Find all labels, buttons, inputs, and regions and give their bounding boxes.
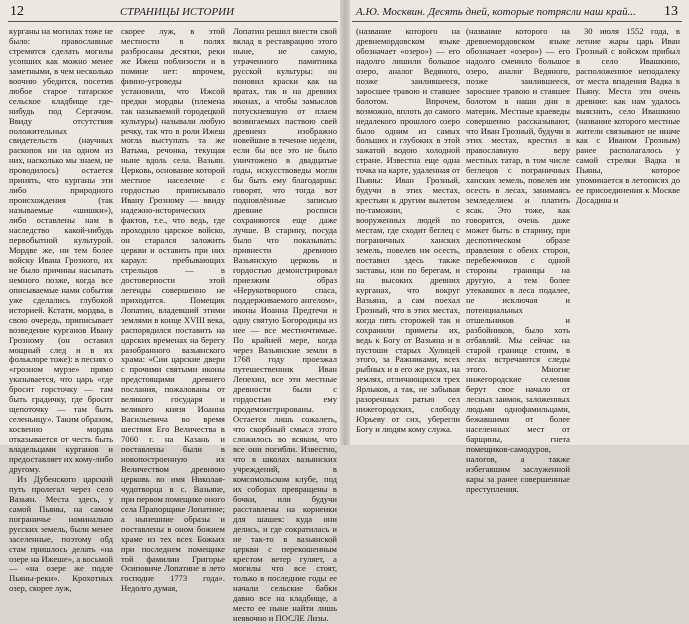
left-running-title: СТРАНИЦЫ ИСТОРИИ (120, 6, 235, 18)
text-paragraph: (название которого на древнемордовском языке обозначает «озеро») — его надолго сменило большое озеро, аналог Ведяного, позже заилившееся, заросшее травою и ставшее болотом в наши дни в материк. Местные краеведы совершенно рассказывают, что Иван Грозный, будучи в этих местах, крестил в православную веру местных татар, в том числе беглецов с пограничных ханских земель, повелев им осесть в лесах, занимаясь земледелием и платить ясак. Это тоже, как говорится, очень даже может быть: в старину, при деспотическом образе правления с обеих сторон, перебежчиков с одной стороны границы на другую, а тем более утекавших в леса подалее, не исключая и потенциальных отшельников и разбойников, было хоть отбавляй. Мы сейчас на старой границе стоим, в лесах встречаются следы этого. Многие нижегородские селения берут свое начало от лесных заимок, заложенных людьми однофамильцами, бежавшими от более населенных мест от барщины, гнета помещиков-самодуров, налогов, а также избегавшим заслуженной кары за ранее совершенные преступления. (466, 26, 570, 494)
right-column-3 (576, 27, 680, 441)
text-paragraph: (название которого на древнемордовском языке обозначает «озеро») — его надолго лишили большое озеро, аналог Ведяного, позже заилившееся, заросшее травою и ставшее болотом. Впрочем, возможно, вплоть до самого недалекого прошлого озеро было одним из самых больших и глубоких в этой зажатой водою холодной стране. Известна еще одна точка на карте, удаленная от Пьяны: Иван Грозный, будучи в этих местах, крестьян к другим вылетом по-таможни, с вооруженных людей по местам, где сходит беглец с пограничных ханских земель, повелев им осесть, поставил здесь также заставы, или по берегам, и на высоких древних курганах, что вокруг Вазьяна, а сам поехал Грозный, что в этих местах, когда пять сторожей так и сохранили приметы их, ведь к Богу от Вазьяна и в пустоши старых Хулицей этого, за Ражниками, всех рыбных и в его же руках, на землях, отличающихся трех Ярлыков, а так, не забывая разоренных ратью сел нижегородских, слободу Юрьеву от сих, уберегли Богу и людям кому служа. (356, 26, 460, 435)
left-page-number: 12 (10, 4, 24, 19)
right-page-number: 13 (664, 4, 678, 19)
right-header-rule (352, 21, 682, 22)
left-column-2 (121, 26, 225, 594)
right-running-title: А.Ю. Москвин. Десять дней, которые потрясли наш край... (356, 6, 636, 18)
text-paragraph: 30 июля 1552 года, в летние жары царь Иван Грозный с войском прибыл в село Ивашкино, расположенное неподалеку от места впадения Вадка в Пьяну. Места эти очень древние: как нам удалось выяснить, село Ивашкино (название которого местные жители связывают не иначе как с Иваном Грозным) ранее располагалось у самой стрелки Вадка и Пьяны, которое упоминается в летописях до ее присоединения к Москве Досадина и (576, 26, 680, 206)
left-column-1 (9, 26, 113, 594)
text-paragraph: скорее луж, в этой местности в полях разбросаны десятки, реки же Ижеш поблизости и в помине нет: впрочем, финно-угроведы установили, что Ижсой предки мордвы (племена так называемой городецкой культуры) называли любую речку, так что в роли Ижеш могла выступать та же Ватьма, речонка, текущая ныне вдоль села. Вазьян. Церковь, основание которой местное население с гордостью приписывало Ивану Грозному — ввиду надежно-исторических фактов, т.е., что ведь, где проходило царское войско, он старался заложить церкви и оставить при них караул: пребывающих стрельцов — в достоверности этой легенды совершенно не приходится. Помещик Лопатин, владевший этими землями в конце XVIII века, распорядился поставить на царских временах на берегу разобранного вазьянского храма: «Сии царские двери с прочими святыми иконы предстоящими древнего послания, пожалованы от великого государя и великого князя Иоанна Васильевича во время шествия Его Величества в 7060 г. на Казань и поставлены были в новопостроенную их Величеством древнюю церковь во имя Николая-чудотворца в с. Вазьяне, при первом помещике оного села Прапорщике Лопатине; а нынешние образы и поставлены в оном божием храме из тех всех Божьих при последнем помещике той фамилии Григорье Осиповиче Лопатине в лето господне 1773 года». Недолго думая, (121, 26, 225, 594)
left-header-rule (8, 21, 338, 22)
left-column-3 (233, 26, 337, 624)
right-column-2 (466, 26, 570, 494)
text-paragraph: Из Дубенского царский путь пролегал через село Вазьян. Места здесь, у самой Пьяны, на самом пограничье номинально русских земель, были менее заселенные, поэтому обд стам пришлось делать «на озере на Ижеше», а восьмой — «на озере же подле Пьяны-реки». Крохотных озер, скорее луж, (9, 473, 113, 594)
right-column-1 (356, 27, 460, 441)
book-gutter (340, 0, 350, 445)
text-paragraph: Лопатин решил внести свой вклад в реставрацию этого ныне, не самую, утраченного памятника русской культуры: он поновил краски как на вратах, так и на древних иконах, а чтобы замыслов потускневшую от плаем возвигаемых паствою свей древнеиз изображно новейшие в течение недели, если бы все это не было уничтожено в двадцатые годы, искусствоведы могли бы быть ему благодарны: говорят, что тогда вот подновлённые записью древние росписи сохраняются еще даже лучше. В старину, посуда было что показывать: привнести древнюю Вазьянскую церковь и гордостью демонстрировал приезжим образ «Нерукотворного спаса, поддерживаемого ангелом», иконы Иоанна Предтечи и одну святую Богородицы из нее — все местночтимые. По крайней мере, когда через Вазьянские земли в 1768 году проезжал путешественник Иван Лепехин, все эти местные древности были с гордостью ему продемонстрированы. Остается лишь сожалеть, что скорбный смысл этого сложилось во всяком, что все они погибли. Известно, что в школах вазьянских учреждений, в комсомольском клубе, под их соборах превращены в бочки, или будучи расставлены на корнеики для шашек: куда они делись, и где сократилась и не так-то в вазьянской церкви с перекошенным крестом ветер гуляет, а могилы что все стоят, только в последние годы ее начали сельские бабки давно все на кладбище, а место ее ныне найти лишь неявочно и ПОСЛЕ Лизы. (233, 26, 337, 624)
text-paragraph: курганы на могилах тоже не было: православные стремятся сделать могилы усопших как можно менее заметными, в чем несколько воочию убедится, посетив любое старое татарское сельское кладбище где-нибудь под Сергачом. Ввиду отсутствия положительных свидетельств (научных раскопок ни на одном из них, насколько мы знаем, не проводилось) остается принять, что курганы эти либо природного происхождения (так называемые «шишки»), либо оставлены нам в наследство какой-нибудь первобытной культурой. Мордве же, ни тем более войску Ивана Грозного, их не было причины насыпать немного позже, когда все описываемые нами события уже сделались глубокой историей. Кстати, мордва, в свою очередь, приписывает возведение курганов Ивану Грозному (он оставил мощный след и в их фольклоре тоже): в песнях о «грозном мурзе» прямо указывается, что царь «где бросит горсточку — там быть градичку, где бросит щепоточку — там быть селеньицу». Таким образом, косвенно мордва отказывается от честь быть владельцами курганов и предоставляет их кому-либо другому. (9, 26, 113, 474)
